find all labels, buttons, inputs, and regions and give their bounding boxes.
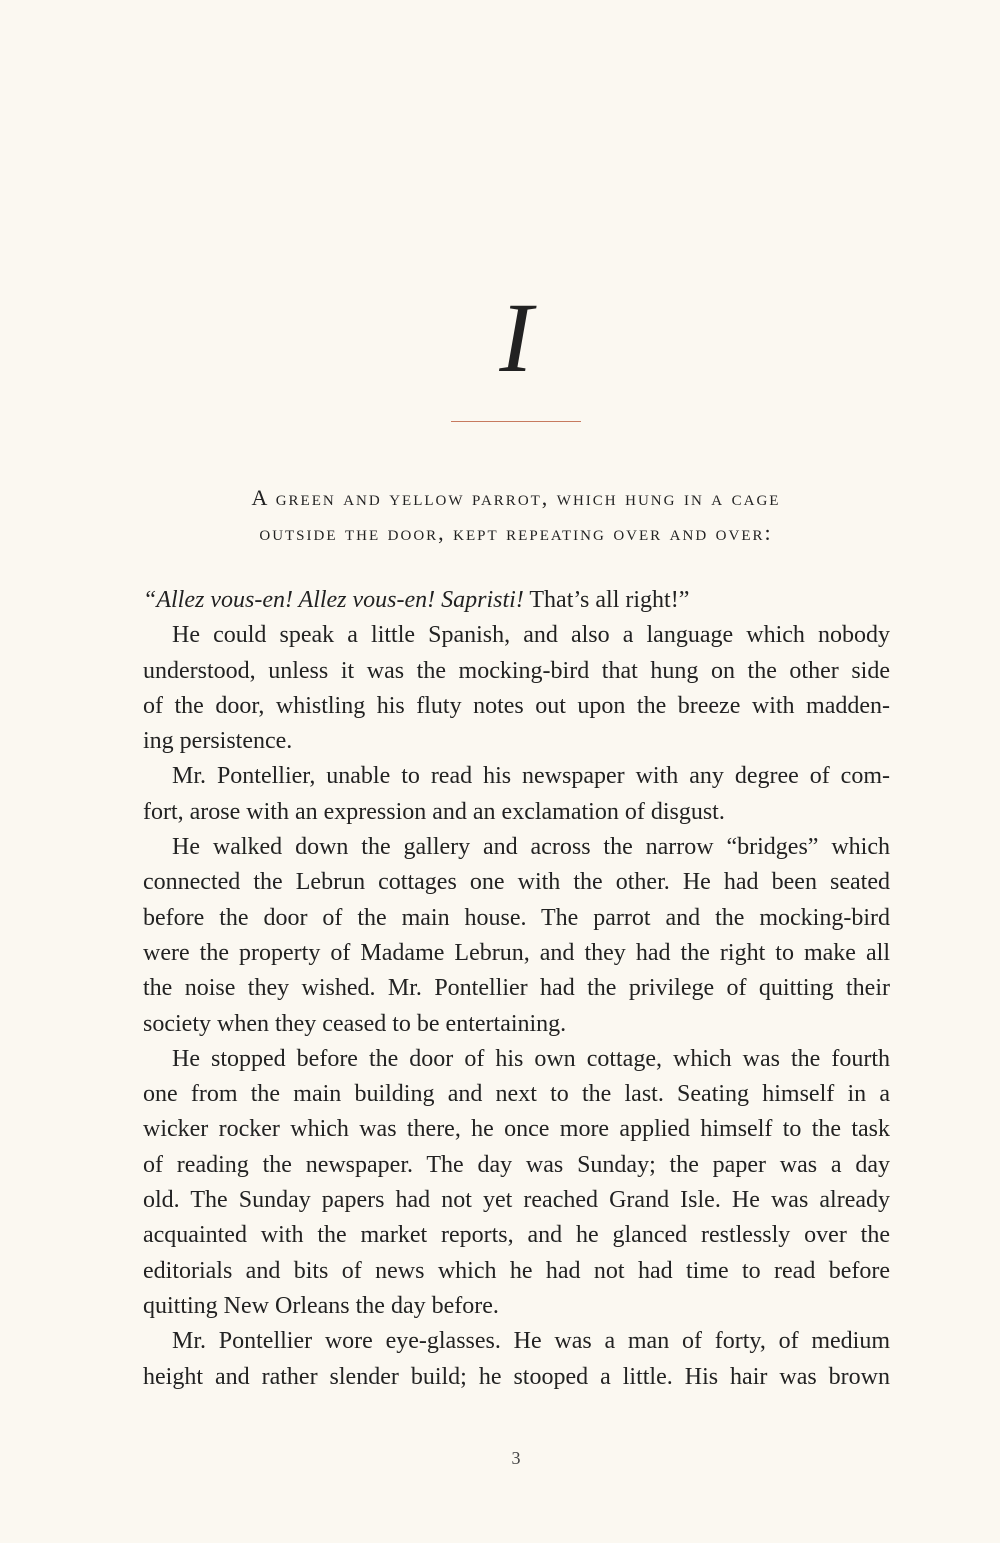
first-line — [143, 583, 890, 618]
body-line: of reading the newspaper. The day was Sunday; the paper was a day — [143, 1151, 890, 1178]
body-line: connected the Lebrun cottages one with the other. He had been seated — [143, 869, 890, 896]
body-line: Mr. Pontellier, unable to read his newspaper with any degree of com- — [172, 763, 890, 790]
body-line: of the door, whistling his fluty notes out upon the breeze with madden- — [143, 692, 890, 719]
body-line: He could speak a little Spanish, and also a language which nobody — [172, 622, 890, 649]
opening-line: outside the door, kept repeating over and over: — [259, 520, 773, 546]
opening-line: A green and yellow parrot, which hung in a cage — [251, 485, 781, 510]
chapter-divider-rule — [451, 421, 581, 422]
body-line: He stopped before the door of his own cottage, which was the fourth — [172, 1045, 890, 1072]
body-line: were the property of Madame Lebrun, and they had the right to make all — [143, 939, 890, 966]
chapter-opening — [142, 480, 890, 551]
body-line: He walked down the gallery and across the narrow “bridges” which — [172, 834, 890, 861]
body-line: old. The Sunday papers had not yet reached Grand Isle. He was already — [143, 1187, 890, 1214]
body-line: one from the main building and next to the last. Seating himself in a — [143, 1081, 890, 1108]
chapter-number: I — [499, 282, 533, 393]
body-line: height and rather slender build; he stooped a little. His hair was brown — [143, 1363, 890, 1390]
body-line: fort, arose with an expression and an exclamation of disgust. — [143, 798, 725, 825]
body-line: quitting New Orleans the day before. — [143, 1292, 499, 1319]
body-line: editorials and bits of news which he had not had time to read before — [143, 1257, 890, 1284]
page-number: 3 — [511, 1448, 521, 1468]
body-line: ing persistence. — [143, 728, 293, 755]
italic-exclamation: “Allez vous-en! Allez vous-en! Sapristi! — [143, 587, 524, 613]
body-text — [143, 583, 890, 1395]
body-line: Mr. Pontellier wore eye-glasses. He was a man of forty, of medium — [172, 1328, 890, 1355]
body-line: wicker rocker which was there, he once more applied himself to the task — [143, 1116, 890, 1143]
body-line: acquainted with the market reports, and he glanced restlessly over the — [143, 1222, 890, 1249]
body-line: society when they ceased to be entertaining. — [143, 1010, 567, 1037]
body-line: before the door of the main house. The parrot and the mocking-bird — [143, 904, 890, 931]
body-line: the noise they wished. Mr. Pontellier had the privilege of quitting their — [143, 975, 890, 1002]
body-line: understood, unless it was the mocking-bird that hung on the other side — [143, 657, 890, 684]
first-line-roman: That’s all right!” — [523, 587, 690, 613]
